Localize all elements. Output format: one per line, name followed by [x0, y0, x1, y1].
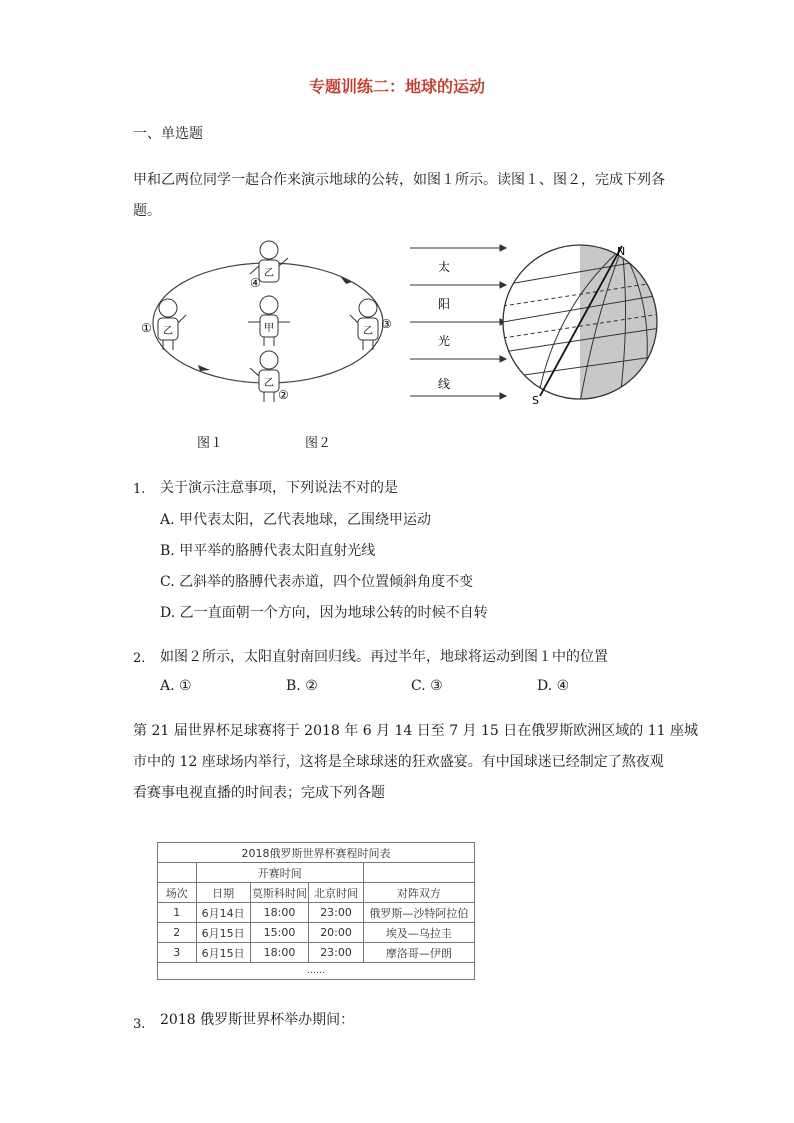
- question-number: 3.: [133, 1017, 146, 1032]
- sunlight-char: 阳: [438, 297, 451, 311]
- answer-option: B. 甲平举的胳膊代表太阳直射光线: [160, 543, 376, 559]
- position-3-label: ③: [381, 317, 392, 331]
- question-number: 2.: [133, 651, 146, 666]
- table-group-header: 开赛时间: [196, 863, 363, 883]
- table-header-row: 场次 日期 莫斯科时间 北京时间 对阵双方: [158, 883, 475, 903]
- question-stem: 2018 俄罗斯世界杯举办期间：: [160, 1012, 355, 1028]
- position-4-label: ④: [250, 276, 261, 290]
- svg-text:乙: 乙: [264, 378, 274, 389]
- svg-text:乙: 乙: [363, 326, 373, 337]
- answer-option: A. 甲代表太阳，乙代表地球，乙围绕甲运动: [160, 512, 432, 528]
- label-jia: 甲: [264, 323, 274, 334]
- sunlight-char: 太: [438, 260, 451, 274]
- answer-option: C. 乙斜举的胳膊代表赤道，四个位置倾斜角度不变: [160, 574, 474, 590]
- section-heading: 一、单选题: [133, 126, 203, 142]
- intro-paragraph-line: 市中的 12 座球场内举行，这将是全球球迷的狂欢盛宴。有中国球迷已经制定了熬夜观: [133, 754, 664, 770]
- sunlight-char: 光: [438, 334, 451, 348]
- table-ellipsis: ……: [158, 963, 475, 980]
- answer-option: B. ②: [286, 678, 318, 694]
- page-title: 专题训练二：地球的运动: [308, 77, 485, 96]
- table-row: 1 6月14日 18:00 23:00 俄罗斯—沙特阿拉伯: [158, 903, 475, 923]
- figure-2-caption: 图２: [305, 436, 332, 451]
- student-yi-figure-3: [350, 299, 378, 350]
- answer-option: A. ①: [160, 678, 192, 694]
- question-number: 1.: [133, 482, 146, 497]
- student-yi-figure-2: [250, 351, 279, 402]
- table-title: 2018俄罗斯世界杯赛程时间表: [158, 843, 475, 863]
- svg-text:乙: 乙: [163, 326, 173, 337]
- student-jia-figure: [248, 296, 290, 346]
- intro-paragraph-line: 第 21 届世界杯足球赛将于 2018 年 6 月 14 日至 7 月 15 日在俄罗斯欧洲区域的 11 座城: [133, 723, 699, 739]
- answer-option: D. 乙一直面朝一个方向，因为地球公转的时候不自转: [160, 605, 488, 621]
- intro-paragraph-line: 甲和乙两位同学一起合作来演示地球的公转，如图１所示。读图１、图２，完成下列各: [133, 172, 665, 188]
- intro-paragraph-line: 题。: [133, 203, 161, 219]
- table-row: 2 6月15日 15:00 20:00 埃及—乌拉圭: [158, 923, 475, 943]
- orbit-arrow-icon: [198, 365, 210, 371]
- table-row: 3 6月15日 18:00 23:00 摩洛哥—伊朗: [158, 943, 475, 963]
- figure-1-orbit-diagram: [138, 238, 408, 408]
- question-stem: 如图２所示，太阳直射南回归线。再过半年，地球将运动到图１中的位置: [160, 649, 608, 665]
- figure-1-caption: 图１: [197, 436, 224, 451]
- sunlight-rays: [410, 245, 506, 399]
- schedule-table: [157, 842, 475, 980]
- answer-option: C. ③: [411, 678, 443, 694]
- globe: [503, 238, 660, 408]
- answer-option: D. ④: [537, 678, 570, 694]
- intro-paragraph-line: 看赛事电视直播的时间表；完成下列各题: [133, 785, 385, 801]
- student-yi-figure-1: [158, 299, 186, 350]
- south-pole-label: S: [532, 394, 539, 407]
- svg-text:乙: 乙: [264, 268, 274, 279]
- north-pole-label: N: [617, 245, 626, 258]
- figure-2-globe-diagram: [405, 238, 660, 408]
- question-stem: 关于演示注意事项，下列说法不对的是: [160, 480, 398, 496]
- position-1-label: ①: [141, 321, 152, 335]
- position-2-label: ②: [278, 388, 289, 402]
- sunlight-char: 线: [438, 377, 451, 391]
- orbit-arrow-icon: [340, 276, 352, 284]
- night-side: [580, 238, 660, 408]
